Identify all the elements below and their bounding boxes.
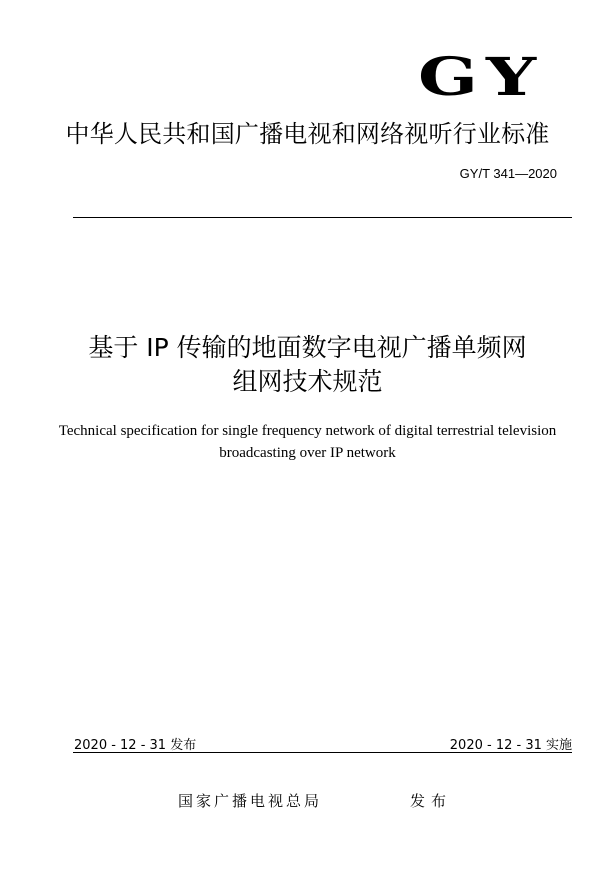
gy-logo: GY — [418, 47, 545, 108]
issuing-action: 发布 — [410, 792, 453, 810]
chinese-title-line-1: 基于 IP 传输的地面数字电视广播单频网 — [88, 333, 527, 362]
english-title-line-1: Technical specification for single frequency network of digital terrestrial television — [58, 423, 557, 439]
chinese-title-line-2: 组网技术规范 — [232, 367, 383, 396]
english-title — [0, 420, 615, 464]
issue-date: 2020 - 12 - 31 发布 — [74, 738, 197, 753]
chinese-title — [0, 331, 615, 399]
standard-category-heading: 中华人民共和国广播电视和网络视听行业标准 — [65, 120, 550, 148]
implementation-date: 2020 - 12 - 31 实施 — [449, 738, 572, 753]
date-divider — [73, 752, 572, 753]
standard-code: GY/T 341—2020 — [459, 166, 557, 181]
issuing-authority: 国家广播电视总局 — [178, 792, 323, 810]
english-title-line-2: broadcasting over IP network — [219, 445, 396, 461]
header-divider — [73, 217, 572, 218]
